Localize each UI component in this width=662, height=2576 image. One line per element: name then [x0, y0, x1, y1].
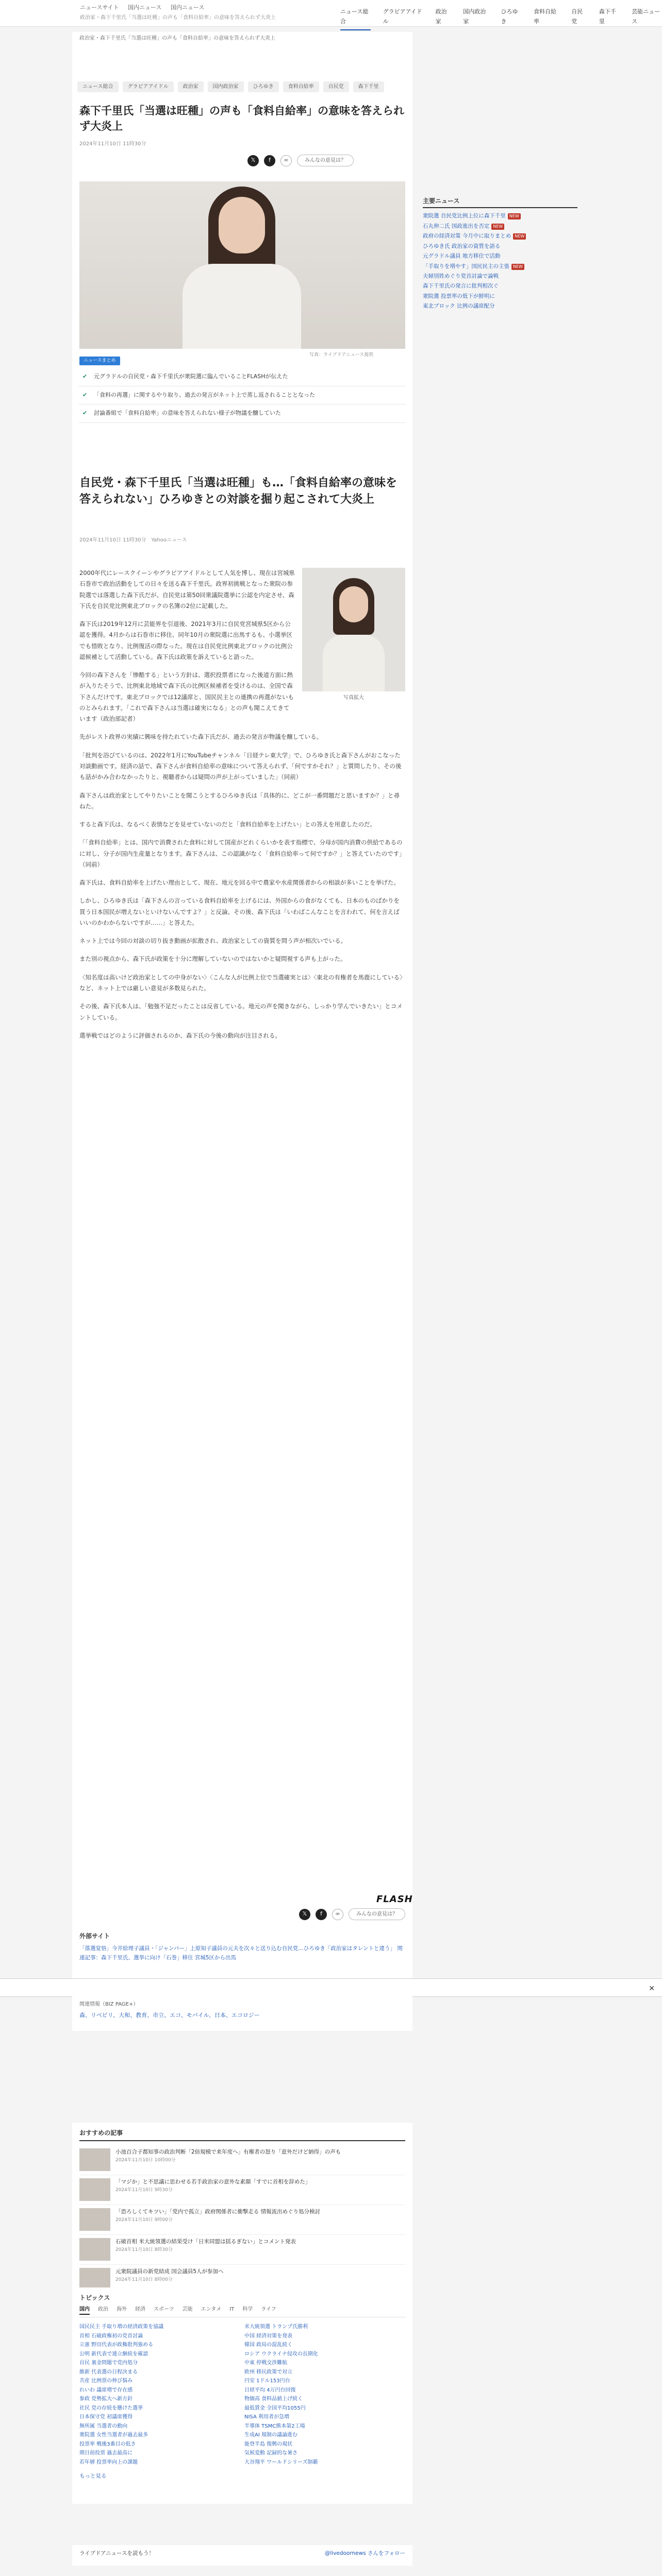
topics-tab[interactable]: 国内 [79, 2305, 90, 2315]
topics-tab[interactable]: スポーツ [154, 2307, 174, 2313]
share-bar [247, 155, 354, 166]
thumbnail [79, 2238, 110, 2261]
tag-item[interactable]: 森下千里 [353, 81, 384, 92]
inset-photo[interactable] [302, 568, 405, 702]
facebook-share-icon[interactable]: f [264, 155, 275, 166]
topic-link[interactable]: 最低賃金 全国平均1055円 [244, 2405, 306, 2411]
nav-item[interactable]: 自民党 [571, 8, 583, 25]
article-headline: 自民党・森下千里氏「当選は旺種」も…「食料自給率の意味を答えられない」ひろゆきとの対談を掘り起こされて大炎上 [79, 477, 398, 506]
inset-image [302, 568, 405, 691]
tag-item[interactable]: 自民党 [323, 81, 349, 92]
paragraph: その後、森下氏本人は、「勉強不足だったことは反省している。地元の声を聞きながら、しっかり学んでいきたい」とコメントしている。 [79, 1003, 403, 1021]
recommended-item[interactable]: 元衆院議員の新党結成 国会議員5人が参加へ 2024年11月10日 8時00分 [79, 2265, 405, 2295]
topics-tab[interactable]: 海外 [117, 2307, 127, 2313]
nav-item[interactable]: ニュース総合 [340, 7, 371, 30]
topic-link[interactable]: 中東 停戦交渉難航 [244, 2360, 288, 2366]
external-title: 外部サイト [79, 1933, 110, 1940]
paragraph: 「批判を浴びているのは、2022年1月にYouTubeチャンネル「日経テレ東大学」で、ひろゆき氏と森下さんがおこなった対談動画です。経済の話で、森下さんが食料自給率の意味について答えられず、「何ですかそれ？」と質問したり、その後も話がかみ合わなかったりと、視聴者からは疑問の声が上がっていました」（同前） [79, 751, 402, 781]
tag-item[interactable]: ニュース総合 [77, 81, 119, 92]
follow-button[interactable]: @livedoornews さんをフォロー [324, 2550, 405, 2556]
link-icon[interactable]: ∞ [332, 1909, 343, 1920]
paragraph: 〈知名度は高いけど政治家としての中身がない〉〈こんな人が比例上位で当選確実とは〉〈東北の有権者を馬鹿にしている〉など、ネット上では厳しい意見が多数見られた。 [79, 973, 403, 992]
paragraph: 今回の森下さんを「惨酷する」という方針は、選択投票者になった後道方面に熱が入りたそうで、比例東北地域で森下氏の比例区候補者を受けるのは、全国で森下さんだけです。東北ブロックでは12議席と、国民民主との連携の再選がないものとみられます。「これで森下さんは当選は確実になる」との声も聞こえてきています（政治部記者） [79, 671, 294, 723]
topic-link[interactable]: 能登半島 復興の現状 [244, 2441, 293, 2447]
more-link[interactable]: もっと見る [79, 2473, 107, 2480]
livefeed-bar [72, 2545, 412, 2566]
topics-section [72, 2287, 412, 2504]
sidebar-title: 主要ニュース [423, 196, 577, 208]
keywords-title: 関連情報（BIZ PAGE+） [79, 2002, 139, 2007]
sidebar-item[interactable]: 元グラドル議員 地方移住で活動 [423, 253, 501, 260]
recommended-title: おすすめの記事 [79, 2128, 405, 2141]
tag-item[interactable]: 食料自給率 [283, 81, 319, 92]
topic-link[interactable]: 円安 1ドル153円台 [244, 2378, 290, 2384]
tag-item[interactable]: グラビアアイドル [123, 81, 174, 92]
tag-nav [77, 81, 384, 92]
paragraph: 先がレスト政界の実績に興味を持たれていた森下氏だが、過去の発言が物議を醸している。 [79, 733, 323, 741]
new-badge: NEW [491, 224, 504, 230]
thumbnail [79, 2148, 110, 2171]
topic-link[interactable]: 日経平均 4万円台回復 [244, 2387, 296, 2393]
paragraph: 森下氏は2019年12月に芸能界を引退後、2021年3月に自民党宮城県5区から公認を獲得。4月からは石巻市に移住、同年10月の衆院選に出馬するも、小選挙区でも惜敗となり、比例復活の際なった。現在は自民党比例東北ブロックの比例公認候補として活動している。森下氏は政策を訴えていると語った。 [79, 620, 293, 660]
topic-link[interactable]: 中国 経済対策を発表 [244, 2333, 293, 2339]
summary-tag: ニュースまとめ [79, 357, 120, 365]
recommended-item[interactable]: 石破首相 米大統領選の結果受け「日米同盟は揺るぎない」とコメント発表 2024年11月10日 8時30分 [79, 2235, 405, 2265]
nav-item[interactable]: グラビアアイドル [383, 8, 422, 25]
thumbnail [79, 2208, 110, 2231]
topic-link[interactable]: 半導体 TSMC熊本第2工場 [244, 2423, 305, 2429]
topics-tab[interactable]: ライフ [261, 2307, 276, 2313]
article [72, 32, 412, 1990]
breadcrumb-item[interactable]: 国内ニュース [170, 4, 205, 11]
related-keywords [72, 1995, 412, 2031]
external-link[interactable]: 「落選覚悟」今井絵理子議員・「ジャンパー」上原知子議員の元夫を次々と送り込む自民党…ひろゆき「政治家はタレントと違う」 関連記事：森下千里氏、選挙に向け「石巻」移住 宮城5区から出馬 [79, 1945, 403, 1961]
topics-tab[interactable]: 科学 [242, 2307, 253, 2313]
topics-tab[interactable]: 芸能 [182, 2307, 193, 2313]
paragraph: ネット上では今回の対談の切り抜き動画が拡散され、政治家としての資質を問う声が相次いでいる。 [79, 937, 347, 945]
tag-item[interactable]: 国内政治家 [208, 81, 244, 92]
sidebar-item[interactable]: 衆院選 投票率の低下が鮮明に [423, 293, 495, 299]
sidebar-item[interactable]: 石丸伸二氏 国政進出を否定 NEW [423, 222, 577, 231]
topic-link[interactable]: 日本保守党 初議席獲得 [79, 2414, 133, 2420]
topic-link[interactable]: 若年層 投票率向上の課題 [79, 2459, 138, 2465]
check-icon: ✔ [82, 391, 88, 398]
topic-link[interactable]: 共産 比例票の伸び悩み [79, 2378, 133, 2384]
nav-item[interactable]: 政治家 [435, 8, 447, 25]
paragraph: 2000年代にレースクイーンやグラビアアイドルとして人気を博し、現在は宮城県石巻市で政治活動をしての日々を送る森下千里氏。政界初挑戦となった衆院の参院選では落選した森下氏だが、自民党は第50回衆議院選挙に公認を内定させ、森下氏を自民党比例東北ブロックの名簿の2位に記載した。 [79, 569, 295, 609]
sidebar-item[interactable]: 夫婦別姓めぐり党首討論で論戦 [423, 273, 499, 279]
global-nav [340, 7, 662, 30]
summary-points [79, 368, 405, 423]
new-badge: NEW [513, 233, 526, 240]
paragraph: 森下氏は、食料自給率を上げたい理由として、現在、地元を回る中で農家や水産関係者からの相談が多いことを挙げた。 [79, 879, 400, 887]
facebook-share-icon[interactable]: f [316, 1909, 327, 1920]
share-bar-bottom [299, 1908, 405, 1920]
comment-button[interactable]: みんなの意見は？ [297, 155, 354, 166]
topic-link[interactable]: NISA 利用者が急増 [244, 2414, 289, 2420]
article-title: 森下千里氏「当選は旺種」の声も「食料自給率」の意味を答えられず大炎上 [79, 105, 404, 133]
topic-link[interactable]: 維新 代表選の日程決まる [79, 2369, 138, 2375]
hero-body [183, 264, 301, 349]
x-share-icon[interactable]: 𝕏 [299, 1909, 310, 1920]
topic-link[interactable]: 韓国 政局の混乱続く [244, 2342, 293, 2348]
article-body [79, 568, 405, 1048]
topic-link[interactable]: 衆院選 女性当選者が過去最多 [79, 2432, 148, 2438]
sidebar-item[interactable]: 政府の経済対策 今月中に取りまとめ NEW [423, 231, 577, 241]
top-header [0, 0, 662, 27]
sidebar-item[interactable]: 衆院選 自民党比例上位に森下千里 NEW [423, 211, 577, 221]
topics-list-left [79, 2323, 234, 2467]
topics-tab[interactable]: 経済 [135, 2307, 145, 2313]
topics-tab[interactable]: IT [229, 2307, 235, 2313]
topic-link[interactable]: 無所属 当選者の動向 [79, 2423, 128, 2429]
check-icon: ✔ [82, 373, 88, 380]
nav-item[interactable]: 食料自給率 [533, 8, 556, 25]
article-source-date: 2024年11月10日 11時30分 Yahooニュース [79, 537, 187, 543]
article-crumb: 政治家・森下千里氏「当選は旺種」の声も「食料自給率」の意味を答えられず大炎上 [79, 36, 275, 41]
recommended-item[interactable]: 「恐ろしくてキツい」「党内で孤立」政府関係者に衝撃走る 情報流出めぐり処分検討 2024年11月10日 9時00分 [79, 2205, 405, 2235]
image-credit: 写真：ライブドアニュース提供 [309, 352, 374, 358]
topics-list-right [244, 2323, 399, 2467]
sidebar-item[interactable]: 東北ブロック 比例の議席配分 [423, 303, 495, 310]
hero-image [79, 181, 405, 349]
comment-button[interactable]: みんなの意見は？ [349, 1908, 405, 1920]
topic-link[interactable]: 気候変動 記録的な暑さ [244, 2450, 298, 2456]
tag-item[interactable]: 政治家 [178, 81, 204, 92]
livefeed-text: ライブドアニュースを読もう！ [79, 2550, 155, 2556]
recommended-item[interactable]: 「マジか」と不思議に思わせる若手政治家の意外な素顔「すでに首相を辞めた」 2024年11月10日 9時30分 [79, 2175, 405, 2205]
external-links [79, 1931, 405, 1963]
topic-link[interactable]: 物価高 食料品値上げ続く [244, 2396, 303, 2402]
nav-item[interactable]: 芸能ニュース [632, 8, 660, 25]
topic-link[interactable]: 欧州 移民政策で対立 [244, 2369, 293, 2375]
sidebar-item[interactable]: 「手取りを増やす」国民民主の主張 NEW [423, 262, 577, 272]
topic-link[interactable]: 公明 新代表で連立継続を確認 [79, 2351, 148, 2357]
recommended-item[interactable]: 小池百合子都知事の政治判断「2倍規模で来年度へ」有権者の怒り「意外だけど納得」の声も 2024年11月10日 10時00分 [79, 2145, 405, 2175]
breadcrumb-title: 政治家・森下千里氏「当選は旺種」の声も「食料自給率」の意味を答えられず大炎上 [80, 15, 276, 21]
sidebar-news [423, 196, 577, 312]
topic-link[interactable]: 自民 裏金問題で党内処分 [79, 2360, 138, 2366]
summary-point: ✔ 「食料の再選」に関するやり取り、過去の発言がネット上で蒸し返されることとなった [79, 386, 405, 405]
topic-link[interactable]: 生成AI 規制の議論進む [244, 2432, 297, 2438]
paragraph: すると森下氏は、なるべく表情などを見せていないのだと「食料自給率を上げたい」との答えを用意したのだ。 [79, 821, 376, 828]
paragraph: また別の視点から、森下氏が政策を十分に理解していないのではないかと疑問視する声も上がった。 [79, 955, 346, 963]
breadcrumb-item[interactable]: 国内ニュース [127, 4, 162, 11]
tag-item[interactable]: ひろゆき [248, 81, 279, 92]
article-date: 2024年11月10日 11時30分 [79, 141, 146, 147]
nav-item[interactable]: ひろゆき [501, 8, 518, 25]
topics-tabs [79, 2305, 405, 2317]
paragraph: 「「食料自給率」とは、国内で消費された食料に対して国産がどれくらいかを表す指標で、分母が国内消費の供給であるのに対し、分子が国内生産量となります。森下さんは、この認識がなく「食料自給率って何ですか？」と答えていたのです」（同前） [79, 839, 405, 868]
nav-item[interactable]: 森下千里 [599, 8, 616, 25]
topic-link[interactable]: ロシア ウクライナ侵攻の長期化 [244, 2351, 318, 2357]
hero-face [219, 197, 265, 253]
topic-link[interactable]: れいわ 議席増で存在感 [79, 2387, 133, 2393]
nav-item[interactable]: 国内政治家 [463, 8, 486, 25]
new-badge: NEW [508, 213, 521, 219]
paragraph: 選挙戦ではどのように評価されるのか、森下氏の今後の動向が注目される。 [79, 1031, 281, 1039]
breadcrumb [80, 3, 211, 13]
topic-link[interactable]: 立憲 野田代表が政権批判強める [79, 2342, 154, 2348]
thumbnail [79, 2178, 110, 2201]
link-icon[interactable]: ∞ [280, 155, 292, 166]
topic-link[interactable]: 参政 党勢拡大へ新方針 [79, 2396, 133, 2402]
close-icon[interactable]: ✕ [649, 1985, 655, 1993]
topics-tab[interactable]: 政治 [98, 2307, 108, 2313]
new-badge: NEW [511, 264, 524, 270]
sidebar-item[interactable]: ひろゆき氏 政治家の資質を語る [423, 243, 501, 249]
topic-link[interactable]: 大谷翔平 ワールドシリーズ制覇 [244, 2459, 318, 2465]
topic-link[interactable]: 期日前投票 過去最高に [79, 2450, 133, 2456]
topics-tab[interactable]: エンタメ [201, 2307, 222, 2313]
topics-title: トピックス [79, 2294, 110, 2301]
summary-point: ✔ 元グラドルの自民党・森下千里氏が衆院選に臨んでいることFLASHが伝えた [79, 368, 405, 386]
keywords-list[interactable]: 森、リベビリ、大和、教育、市立、エコ、モバイル、日本、エコロジー [79, 2012, 260, 2019]
paragraph: 森下さんは政治家としてやりたいことを聞こうとするひろゆき氏は「具体的に、どこが一番問題だと思いますか？」と尋ねた。 [79, 791, 400, 810]
topic-link[interactable]: 社民 党の存続を懸けた選挙 [79, 2405, 143, 2411]
inset-caption[interactable]: 写真拡大 [343, 695, 364, 701]
topic-link[interactable]: 国民民主 手取り増の経済政策を協議 [79, 2324, 164, 2330]
topic-link[interactable]: 米大統領選 トランプ氏勝利 [244, 2324, 308, 2330]
breadcrumb-item[interactable]: ニュースサイト [80, 4, 119, 11]
topic-link[interactable]: 投票率 戦後3番目の低さ [79, 2441, 136, 2447]
ad-bar [0, 1978, 662, 1997]
flash-logo[interactable]: FLASH [376, 1894, 413, 1905]
paragraph: しかし、ひろゆき氏は「森下さんの言っている食料自給率を上げるには、外国からの食がなくても、日本のものばかりを買う日本国民が増えないといけないんですよ？」と反論。その後、森下氏は「いわばこんなことを言われて、何を言えばいいのかわからないですが……」と答えた。 [79, 897, 400, 926]
summary-point: ✔ 討論番組で「食料自給率」の意味を答えられない様子が物議を醸していた [79, 404, 405, 423]
sidebar-item[interactable]: 森下千里氏の発言に批判相次ぐ [423, 283, 499, 290]
topic-link[interactable]: 首相 石破政権初の党首討論 [79, 2333, 143, 2339]
check-icon: ✔ [82, 410, 88, 417]
x-share-icon[interactable]: 𝕏 [247, 155, 259, 166]
